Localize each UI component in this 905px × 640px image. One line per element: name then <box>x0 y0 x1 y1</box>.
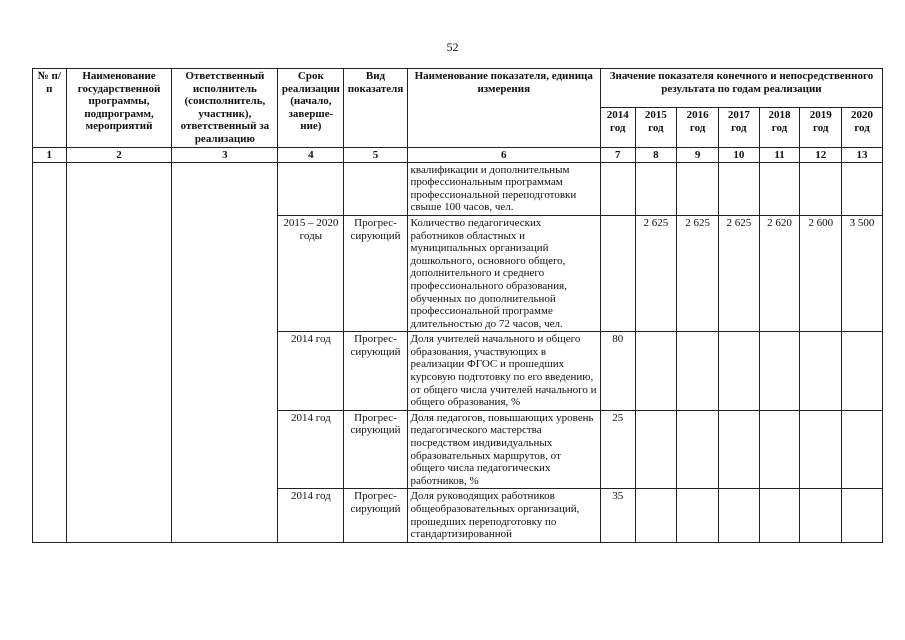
column-number: 10 <box>718 147 759 162</box>
value-cell <box>677 410 719 489</box>
indicator-cell: Количество педагогических работников областных и муниципальных организаций дошкольного, основного общего, дополнительного и среднего профессионального образования, обученных по дополнительной профессиональной программе длительностью до 72 часов, чел. <box>407 215 600 331</box>
column-number: 5 <box>344 147 407 162</box>
period-cell: 2014 год <box>278 332 344 411</box>
column-number: 1 <box>33 147 67 162</box>
indicators-table <box>32 68 883 543</box>
value-cell <box>842 410 883 489</box>
header-col-period: Срок реализации (начало, заверше-ние) <box>278 69 344 148</box>
value-cell: 35 <box>600 489 635 542</box>
header-year: 2018 год <box>759 108 800 147</box>
value-cell <box>718 410 759 489</box>
column-number: 3 <box>172 147 278 162</box>
value-cell: 2 620 <box>759 215 800 331</box>
indicator-cell: Доля руководящих работников общеобразовательных организаций, прошедших переподготовку по стандартизированной <box>407 489 600 542</box>
column-number: 13 <box>842 147 883 162</box>
kind-cell: Прогрес-сирующий <box>344 410 407 489</box>
value-cell <box>635 162 677 215</box>
value-cell: 3 500 <box>842 215 883 331</box>
value-cell: 80 <box>600 332 635 411</box>
value-cell <box>759 162 800 215</box>
kind-cell <box>344 162 407 215</box>
kind-cell: Прогрес-сирующий <box>344 332 407 411</box>
value-cell <box>635 489 677 542</box>
header-year: 2017 год <box>718 108 759 147</box>
value-cell: 2 600 <box>800 215 842 331</box>
column-number: 9 <box>677 147 719 162</box>
header-values-group: Значение показателя конечного и непосредственного результата по годам реализации <box>600 69 882 108</box>
value-cell <box>635 332 677 411</box>
column-numbers-row <box>33 147 883 162</box>
value-cell <box>842 162 883 215</box>
value-cell <box>759 489 800 542</box>
value-cell <box>800 410 842 489</box>
column-number: 4 <box>278 147 344 162</box>
column-number: 6 <box>407 147 600 162</box>
header-year: 2019 год <box>800 108 842 147</box>
header-year: 2014 год <box>600 108 635 147</box>
value-cell <box>677 489 719 542</box>
period-cell: 2014 год <box>278 489 344 542</box>
header-col-number: № п/п <box>33 69 67 148</box>
executor-cell <box>172 162 278 542</box>
column-number: 11 <box>759 147 800 162</box>
header-year: 2015 год <box>635 108 677 147</box>
column-number: 7 <box>600 147 635 162</box>
value-cell <box>718 332 759 411</box>
value-cell <box>759 332 800 411</box>
value-cell: 2 625 <box>635 215 677 331</box>
period-cell: 2015 – 2020 годы <box>278 215 344 331</box>
value-cell <box>635 410 677 489</box>
value-cell <box>800 162 842 215</box>
kind-cell: Прогрес-сирующий <box>344 489 407 542</box>
column-number: 8 <box>635 147 677 162</box>
header-year: 2016 год <box>677 108 719 147</box>
indicator-cell: Доля учителей начального и общего образования, участвующих в реализации ФГОС и прошедших курсовую подготовку по его введению, от общего числа учителей начального и общего образования, % <box>407 332 600 411</box>
column-number: 12 <box>800 147 842 162</box>
header-row-main <box>33 69 883 108</box>
page-number: 52 <box>446 40 459 54</box>
value-cell <box>677 332 719 411</box>
header-col-kind: Вид показателя <box>344 69 407 148</box>
column-number: 2 <box>66 147 172 162</box>
header-col-program: Наименование государственной программы, подпрограмм, мероприятий <box>66 69 172 148</box>
value-cell: 2 625 <box>718 215 759 331</box>
value-cell <box>759 410 800 489</box>
indicator-cell: квалификации и дополнительным профессиональным программам профессиональной переподготовки свыше 100 часов, чел. <box>407 162 600 215</box>
value-cell <box>800 332 842 411</box>
value-cell <box>800 489 842 542</box>
header-col-indicator: Наименование показателя, единица измерения <box>407 69 600 148</box>
value-cell <box>600 162 635 215</box>
indicator-cell: Доля педагогов, повышающих уровень педагогического мастерства посредством индивидуальных образовательных маршрутов, от общего числа педагогических работников, % <box>407 410 600 489</box>
program-name-cell <box>66 162 172 542</box>
period-cell: 2014 год <box>278 410 344 489</box>
value-cell <box>718 489 759 542</box>
value-cell <box>677 162 719 215</box>
value-cell <box>600 215 635 331</box>
row-number-cell <box>33 162 67 542</box>
header-col-executor: Ответственный исполнитель (соисполнитель, участник), ответственный за реализацию <box>172 69 278 148</box>
value-cell: 25 <box>600 410 635 489</box>
value-cell <box>842 489 883 542</box>
value-cell <box>842 332 883 411</box>
value-cell <box>718 162 759 215</box>
header-year: 2020 год <box>842 108 883 147</box>
kind-cell: Прогрес-сирующий <box>344 215 407 331</box>
table-row <box>33 162 883 215</box>
period-cell <box>278 162 344 215</box>
value-cell: 2 625 <box>677 215 719 331</box>
